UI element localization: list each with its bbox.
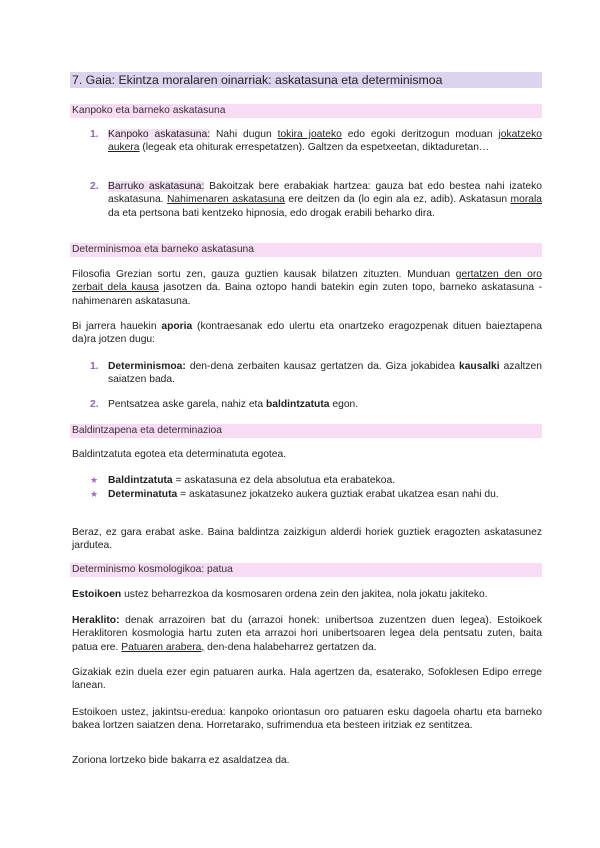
section-heading-baldintzapena: Baldintzapena eta determinazioa bbox=[70, 424, 542, 438]
text: = askatasunez jokatzeko aukera guztiak erabat ukatzea esan nahi du. bbox=[177, 489, 499, 500]
text: egon. bbox=[329, 399, 359, 410]
list-item bbox=[108, 360, 542, 387]
section-heading-kosmologikoa: Determinismo kosmologikoa: patua bbox=[70, 563, 542, 577]
paragraph bbox=[72, 320, 542, 347]
text: Nahi dugun bbox=[210, 129, 278, 140]
text: = askatasuna ez dela absolutua eta erabatekoa. bbox=[172, 475, 396, 486]
text: jasotzen da. Baina oztopo handi batekin egin zuten topo, barneko askatasuna - nahimenaren askatasuna. bbox=[72, 282, 543, 307]
text: (kontraesanak edo ulertu eta onartzeko eragozpenak dituen baieztapena da)ra jotzen dugu: bbox=[72, 321, 543, 346]
text: Bi jarrera hauekin bbox=[72, 321, 162, 332]
text: ustez beharrezkoa da kosmosaren ordena zein den jakitea, nola jokatu jakiteko. bbox=[121, 589, 488, 600]
bold-text: baldintzatuta bbox=[266, 399, 330, 410]
paragraph bbox=[72, 268, 542, 308]
bold-text: Heraklito: bbox=[72, 615, 120, 626]
bold-text: Estoikoen bbox=[72, 589, 122, 600]
paragraph: Gizakiak ezin duela ezer egin patuaren aurka. Hala agertzen da, esaterako, Sofoklesen Edipo errege lanean. bbox=[72, 667, 542, 692]
section-heading-kanpoko: Kanpoko eta barneko askatasuna bbox=[70, 104, 542, 118]
text: Filosofia Grezian sortu zen, gauza guztien kausak bilatzen zituzten. Munduan bbox=[72, 269, 456, 280]
bold-text: Baldintzatuta bbox=[108, 475, 173, 486]
text: edo egoki deritzogun moduan bbox=[341, 129, 499, 140]
term: Barruko askatasuna: bbox=[108, 181, 205, 192]
term: Kanpoko askatasuna: bbox=[108, 129, 211, 140]
paragraph: Baldintzatuta egotea eta determinatuta egotea. bbox=[72, 449, 287, 460]
list-item-barruko bbox=[108, 180, 542, 220]
bold-text: kausalki bbox=[458, 361, 500, 372]
list-number: 1. bbox=[90, 361, 99, 372]
paragraph: Zoriona lortzeko bide bakarra ez asaldatzea da. bbox=[72, 755, 290, 766]
underlined-text: gertatzen den oro zerbait dela kausa bbox=[72, 269, 542, 294]
bold-text: Determinismoa: bbox=[108, 361, 186, 372]
list-item bbox=[108, 398, 542, 411]
text: da eta pertsona bati kentzeko hipnosia, edo drogak erabili beharko dira. bbox=[108, 207, 435, 219]
bold-text: Determinatuta bbox=[108, 489, 178, 500]
bullet-item bbox=[108, 474, 542, 487]
underlined-text: jokatzeko aukera bbox=[108, 129, 542, 154]
star-bullet-icon: ★ bbox=[90, 475, 99, 485]
list-item-kanpoko bbox=[108, 128, 542, 155]
underlined-text: tokira joateko bbox=[277, 129, 342, 140]
paragraph: Estoikoen ustez, jakintsu-eredua: kanpoko oriontasun oro patuaren esku dagoela ohartu eta barneko bakea lortzen saiatzen dena. Horretarako, sufrimendua eta besteen iritziak ez sentitzea. bbox=[72, 707, 542, 732]
list-number: 1. bbox=[90, 129, 99, 140]
bullet-item bbox=[108, 488, 542, 501]
page-title: 7. Gaia: Ekintza moralaren oinarriak: askatasuna eta determinismoa bbox=[70, 72, 542, 88]
list-number: 2. bbox=[90, 399, 99, 410]
text: Bakoitzak bere erabakiak hartzea: gauza bat edo bestea nahi izateko askatasuna. bbox=[108, 181, 542, 206]
text: (legeak eta ohiturak errespetatzen). Galtzen da espetxeetan, diktaduretan… bbox=[139, 142, 490, 154]
paragraph bbox=[72, 588, 542, 601]
bold-text: aporia bbox=[161, 321, 193, 332]
list-number: 2. bbox=[90, 181, 99, 192]
paragraph: Beraz, ez gara erabat aske. Baina baldintza zaizkigun alderdi horiek guztiek eragozten askatasunez jardutea. bbox=[72, 527, 542, 552]
star-bullet-icon: ★ bbox=[90, 489, 99, 499]
text: Pentsatzea aske garela, nahiz eta bbox=[108, 399, 266, 410]
text: azaltzen saiatzen bada. bbox=[108, 361, 542, 386]
section-heading-determinismoa: Determinismoa eta barneko askatasuna bbox=[70, 243, 542, 257]
underlined-text: Nahimenaren askatasuna bbox=[166, 194, 285, 206]
underlined-text: morala bbox=[510, 194, 543, 206]
text: den-dena halabeharrez gertatzen da. bbox=[204, 641, 377, 653]
underlined-text: Patuaren arabera, bbox=[121, 641, 205, 653]
text: den-dena zerbaiten kausaz gertatzen da. Giza jokabidea bbox=[185, 361, 459, 372]
text: ere deitzen da (lo egin ala ez, adib). Askatasun bbox=[284, 194, 511, 206]
text: denak arrazoiren bat du (arrazoi honek: unibertsoa zuzentzen duen legea). Estoikoek Heraklitoren kosmologia hartu zuten eta arrazoi hori unibertsoaren legea dela pentsatu zuten, baita patua ere. bbox=[72, 615, 542, 653]
paragraph bbox=[72, 614, 542, 654]
